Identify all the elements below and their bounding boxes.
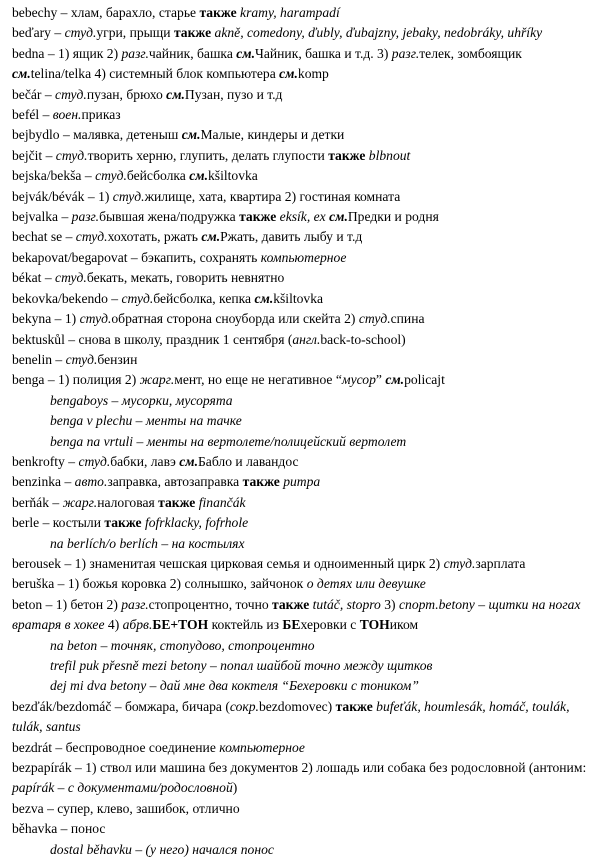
entry-text-segment: bejbydlo – малявка, детеныш: [12, 127, 182, 143]
entry-text-segment: kšiltovka: [208, 168, 258, 184]
entry-text-segment: разг.: [71, 209, 100, 225]
dictionary-entry: [12, 23, 601, 43]
dictionary-entry: [12, 472, 601, 492]
entry-text-segment: жилище, хата, квартира 2) гостиная комната: [144, 188, 401, 204]
entry-text-segment: налоговая: [97, 494, 159, 510]
entry-text-segment: бейсболка, кепка: [153, 290, 255, 306]
example-line: [50, 840, 601, 860]
entry-text-segment: см.: [329, 209, 348, 225]
entry-text-segment: см.: [254, 290, 274, 306]
entry-text-segment: bejvák/bévák – 1): [12, 188, 113, 204]
dictionary-entry: [12, 595, 601, 636]
dictionary-entry: [12, 187, 601, 207]
entry-text-segment: bejvalka –: [12, 209, 72, 225]
dictionary-entry: [12, 738, 601, 758]
dictionary-entry: [12, 125, 601, 145]
dictionary-entry: [12, 370, 601, 390]
entry-text-segment: bečár –: [12, 86, 56, 102]
dictionary-entry: [12, 350, 601, 370]
entry-text-segment: bekapovat/begapovat – бэкапить, сохранять: [12, 249, 261, 265]
entry-text-segment: иком: [389, 617, 419, 633]
example-line: [50, 676, 601, 696]
entry-text-segment: back-to-school): [320, 331, 406, 347]
dictionary-entry: [12, 248, 601, 268]
dictionary-entry: [12, 554, 601, 574]
entry-text-segment: бензин: [97, 351, 138, 367]
entry-text-segment: студ.: [79, 311, 112, 327]
dictionary-entry: [12, 697, 601, 738]
entry-text-segment: студ.: [358, 311, 391, 327]
entry-text-segment: студ.: [75, 229, 108, 245]
entry-text-segment: 3): [380, 596, 399, 612]
entry-text-segment: студ.: [78, 453, 111, 469]
dictionary-entry: [12, 44, 601, 85]
entry-text-segment: bezdrát – беспроводное соединение: [12, 739, 220, 755]
example-line: [50, 411, 601, 431]
entry-text-segment: benelin –: [12, 351, 66, 367]
entry-text-segment: сокр.: [229, 698, 259, 714]
entry-text-segment: beton – 1) бетон 2): [12, 596, 122, 612]
entry-text-segment: eksík, ex: [276, 209, 330, 225]
entry-text-segment: kšiltovka: [273, 290, 324, 306]
entry-text-segment: авто.: [74, 474, 108, 490]
entry-text-segment: Предки и родня: [347, 209, 439, 225]
entry-text-segment: студ.: [65, 351, 98, 367]
entry-text-segment: см.: [12, 66, 31, 82]
entry-text-segment: fofrklacky, fofrhole: [141, 515, 249, 531]
entry-text-segment: bekovka/bekendo –: [12, 290, 122, 306]
entry-text-segment: berňák –: [12, 494, 63, 510]
entry-text-segment: бывшая жена/подружка: [99, 209, 240, 225]
entry-text-segment: bedna – 1) ящик 2): [12, 45, 122, 61]
entry-text-segment: benzinka –: [12, 474, 75, 490]
entry-text-segment: Ржать, давить лыбу и т.д: [220, 229, 363, 245]
entry-text-segment: студ.: [121, 290, 154, 306]
entry-text-segment: bebechy – хлам, барахло, старье: [12, 5, 200, 20]
entry-text-segment: бабки, лавэ: [110, 453, 180, 469]
entry-text-segment: papírák – с документами/родословной: [12, 780, 233, 796]
entry-text-segment: разг.: [391, 45, 420, 61]
entry-text-segment: зарплата: [475, 555, 526, 571]
dictionary-entry: [12, 758, 601, 799]
entry-text-segment: 4): [104, 617, 123, 633]
entry-text-segment: херовки с: [300, 617, 360, 633]
entry-text-segment: также: [335, 698, 373, 714]
entry-text-segment: komp: [297, 66, 329, 82]
entry-text-segment: см.: [189, 168, 208, 184]
entry-text-segment: bekyna – 1): [12, 311, 80, 327]
dictionary-entry: [12, 146, 601, 166]
example-text: trefil puk přesně mezi betony – попал шайбой точно между щитков: [50, 658, 433, 673]
entry-text-segment: студ.: [55, 270, 87, 286]
entry-text-segment: см.: [201, 229, 221, 245]
entry-text-segment: ): [232, 780, 238, 796]
entry-text-segment: см.: [179, 453, 198, 469]
entry-text-segment: жарг.: [139, 372, 175, 388]
entry-text-segment: студ.: [95, 168, 127, 184]
entry-text-segment: разг.: [121, 45, 149, 61]
entry-text-segment: bektuskůl – снова в школу, праздник 1 сентября (: [12, 331, 293, 347]
entry-text-segment: о детях или девушке: [306, 576, 426, 592]
entry-text-segment: akně, comedony, ďubly, ďubajzny, jebaky, nedobráky, uhříky: [211, 25, 543, 41]
entry-text-segment: также: [173, 25, 212, 41]
example-text: benga v plechu – менты на тачке: [50, 413, 242, 429]
example-line: [50, 391, 601, 411]
example-text: benga na vrtuli – менты на вертолете/полицейский вертолет: [50, 433, 407, 449]
entry-text-segment: воен.: [52, 107, 82, 123]
entry-text-segment: bejčit –: [12, 147, 56, 163]
entry-text-segment: békat –: [12, 270, 56, 286]
entry-text-segment: приказ: [81, 107, 121, 123]
entry-text-segment: benkrofty –: [12, 453, 79, 469]
dictionary-entry: [12, 289, 601, 309]
entry-text-segment: см.: [279, 66, 298, 82]
entry-text-segment: англ.: [292, 331, 321, 347]
entry-text-segment: berousek – 1) знаменитая чешская цирковая семья и одноименный цирк 2): [12, 555, 444, 571]
entry-text-segment: также: [239, 209, 277, 225]
entry-text-segment: также: [272, 596, 310, 612]
example-line: [50, 432, 601, 452]
entry-text-segment: также: [328, 147, 366, 163]
entry-text-segment: Малые, киндеры и детки: [200, 127, 345, 143]
entry-text-segment: beruška – 1) божья коровка 2) солнышко, зайчонок: [12, 576, 307, 592]
dictionary-entry: [12, 330, 601, 350]
entry-text-segment: Пузан, пузо и т.д: [184, 86, 283, 102]
entry-text-segment: телек, зомбоящик: [419, 45, 522, 61]
entry-text-segment: также: [242, 474, 280, 490]
entry-text-segment: běhavka – понос: [12, 821, 106, 837]
entry-text-segment: telina/telka 4) системный блок компьютера: [30, 66, 280, 82]
entry-text-segment: студ.: [443, 555, 476, 571]
entry-text-segment: пузан, брюхо: [86, 86, 167, 102]
dictionary-entry: [12, 227, 601, 247]
example-text: na beton – точняк, стопудово, стопроцентно: [50, 637, 315, 653]
entry-text-segment: спорт.betony – щитки на ногах вратаря в хокее: [12, 596, 581, 633]
entry-text-segment: абрв.: [122, 617, 153, 633]
entry-text-segment: мусор: [341, 372, 376, 388]
dictionary-entry: [12, 799, 601, 819]
entry-text-segment: бейсболка: [126, 168, 190, 184]
dictionary-entry: [12, 105, 601, 125]
entry-text-segment: БЕ+ТОН: [152, 617, 209, 633]
entry-text-segment: см.: [181, 127, 201, 143]
entry-text-segment: студ.: [64, 25, 97, 41]
dictionary-entry: [12, 207, 601, 227]
entry-text-segment: kramy, harampadí: [236, 5, 340, 20]
dictionary-entry: [12, 493, 601, 513]
dictionary-entry: [12, 3, 601, 23]
example-text: dostal běhavku – (у него) начался понос: [50, 841, 274, 857]
entry-text-segment: см.: [166, 86, 185, 102]
dictionary-entry: [12, 85, 601, 105]
dictionary-entry: [12, 819, 601, 839]
dictionary-entry: [12, 513, 601, 533]
entry-text-segment: жарг.: [62, 494, 98, 510]
entry-text-segment: benga – 1) полиция 2): [12, 372, 140, 388]
entry-text-segment: стопроцентно, точно: [148, 596, 273, 612]
entry-text-segment: bezpapírák – 1) ствол или машина без документов 2) лошадь или собака без родословной (антоним:: [12, 760, 587, 776]
entry-text-segment: bezdomovec): [258, 698, 336, 714]
dictionary-entry: [12, 268, 601, 288]
entry-text-segment: хохотать, ржать: [107, 229, 202, 245]
entry-text-segment: см.: [385, 372, 405, 388]
entry-text-segment: pumpa: [279, 474, 321, 490]
entry-text-segment: ТОН: [359, 617, 390, 633]
entry-text-segment: также: [158, 494, 196, 510]
entry-text-segment: компьютерное: [219, 739, 305, 755]
entry-text-segment: Чайник, башка и т.д. 3): [255, 45, 392, 61]
entry-text-segment: tutáč, stopro: [309, 596, 381, 612]
entry-text-segment: бекать, мекать, говорить невнятно: [86, 270, 285, 286]
entry-text-segment: berle – костыли: [12, 515, 105, 531]
entry-text-segment: творить херню, глупить, делать глупости: [87, 147, 329, 163]
entry-text-segment: befél –: [12, 107, 53, 123]
example-text: bengaboys – мусорки, мусорята: [50, 392, 233, 408]
entry-text-segment: bezďák/bezdomáč – бомжара, бичара (: [12, 698, 230, 714]
entry-text-segment: finančák: [195, 494, 246, 510]
entry-text-segment: blbnout: [365, 147, 411, 163]
entry-text-segment: bechat se –: [12, 229, 76, 245]
example-line: [50, 636, 601, 656]
dictionary-entry: [12, 166, 601, 186]
dictionary-entry: [12, 309, 601, 329]
entry-text-segment: разг.: [121, 596, 149, 612]
entry-text-segment: ”: [375, 372, 386, 388]
entry-text-segment: спина: [390, 311, 425, 327]
entry-text-segment: обратная сторона сноуборда или скейта 2): [111, 311, 359, 327]
example-text: dej mi dva betony – дай мне два коктеля “Бехеровки с тоником”: [50, 678, 419, 694]
entry-text-segment: также: [199, 5, 237, 20]
entry-text-segment: заправка, автозаправка: [107, 474, 243, 490]
entry-text-segment: beďary –: [12, 25, 65, 41]
entry-text-segment: студ.: [55, 86, 87, 102]
entry-text-segment: bufeťák, houmlesák, homáč, toulák, tulák, santus: [12, 698, 570, 735]
entry-text-segment: угри, прыщи: [96, 25, 174, 41]
entry-text-segment: БЕ: [282, 617, 301, 633]
entry-text-segment: компьютерное: [260, 249, 347, 265]
entry-text-segment: policajt: [404, 372, 445, 388]
entry-text-segment: коктейль из: [208, 617, 283, 633]
example-line: [50, 534, 601, 554]
example-line: [50, 656, 601, 676]
entry-text-segment: bejska/bekša –: [12, 168, 96, 184]
dictionary-entry: [12, 452, 601, 472]
entry-text-segment: мент, но еще не негативное “: [174, 372, 342, 388]
entry-text-segment: чайник, башка: [148, 45, 237, 61]
entry-text-segment: студ.: [55, 147, 88, 163]
entry-text-segment: Бабло и лавандос: [198, 453, 299, 469]
entry-text-segment: также: [104, 515, 142, 531]
entry-text-segment: студ.: [112, 188, 145, 204]
dictionary-entry: [12, 574, 601, 594]
example-text: na berlích/o berlích – на костылях: [50, 535, 245, 551]
entry-text-segment: bezva – супер, клево, зашибок, отлично: [12, 800, 240, 816]
entry-text-segment: см.: [236, 45, 256, 61]
